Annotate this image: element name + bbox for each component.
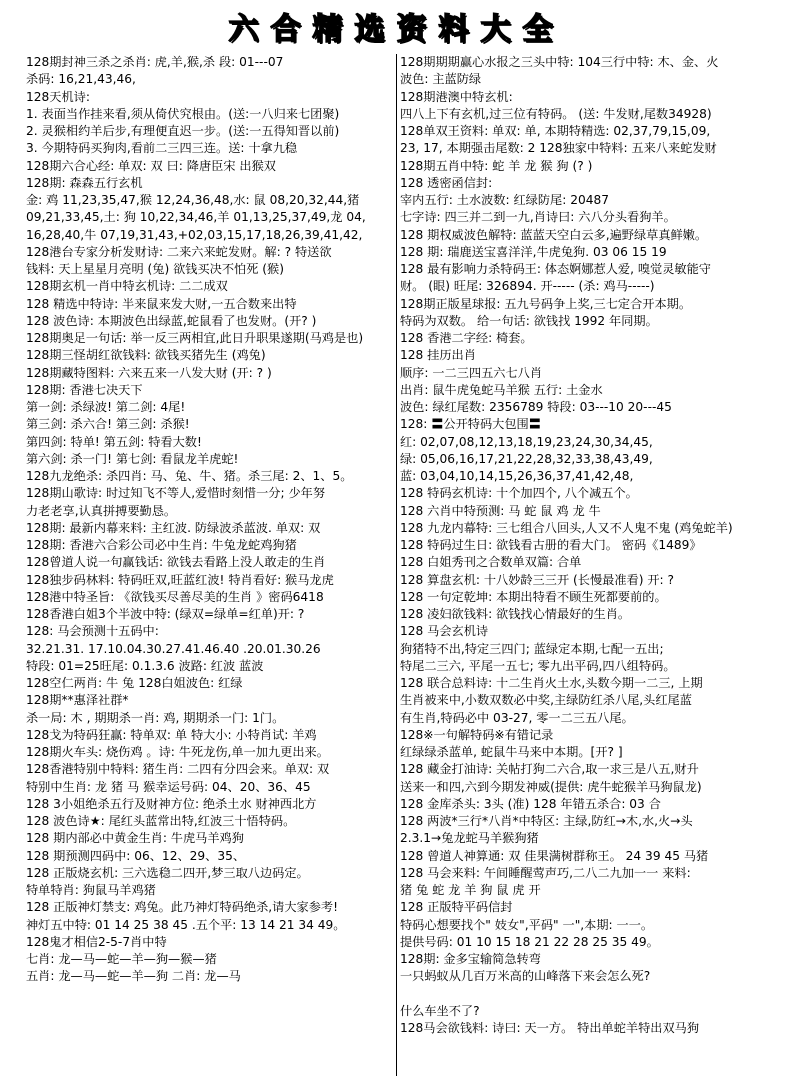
text-line: 128 九龙内幕特: 三七组合八回头,人又不人鬼不鬼 (鸡兔蛇羊) [400, 520, 733, 535]
text-line: 有生肖,特码必中 03-27, 零一二三五八尾。 [400, 710, 634, 725]
text-line: 23, 17, 本期强击尾数: 2 128独家中特料: 五来八来蛇发财 [400, 141, 717, 156]
text-line: 32.21.31. 17.10.04.30.27.41.46.40 .20.01.30.26 [26, 641, 321, 656]
text-line: 生肖被来中,小数双数必中奖,主绿防红杀八尾,头红尾蓝 [400, 693, 692, 708]
text-line: 128期正版星球报: 五九号码争上奖,三七定合开本期。 [400, 296, 692, 311]
text-line: 128: 〓公开特码大包围〓 [400, 417, 541, 432]
page-title: 六合精选资料大全 [228, 12, 565, 47]
text-line: 特尾二三六, 平尾一五七; 零九出平码,四八组特码。 [400, 658, 676, 673]
text-line: 128 正版特平码信封 [400, 900, 513, 915]
text-line: 128期山歌诗: 时过知飞不等人,爱惜时刻惜一分; 少年努 [26, 486, 326, 501]
text-line: 第六剑: 杀一门! 第七剑: 看鼠龙羊虎蛇! [26, 451, 239, 466]
text-line: 出肖: 鼠牛虎兔蛇马羊猴 五行: 土金水 [400, 382, 603, 397]
text-line: 128期: 香港七决天下 [26, 382, 143, 397]
text-line: 128 藏金打油诗: 关帖打狗二六合,取一求三是八五,财升 [400, 762, 699, 777]
text-line: 128 挂历出肖 [400, 348, 476, 363]
text-line: 128 透密函信封: [400, 175, 493, 190]
left-column [26, 54, 394, 1078]
text-line: 128 一句定乾坤: 本期出特看不顾生死都要前的。 [400, 589, 667, 604]
text-line [400, 986, 770, 1003]
text-line: 顺序: 一二三四五六七八肖 [400, 365, 543, 380]
text-line: 杀码: 16,21,43,46, [26, 72, 136, 87]
text-line: 128港中特圣旨: 《欲钱买尽善尽美的生肖 》密码6418 [26, 589, 324, 604]
text-line: 16,28,40,牛 07,19,31,43,+02,03,15,17,18,26,39,41,42, [26, 227, 363, 242]
text-line: 128 期内部必中黄金生肖: 牛虎马羊鸡狗 [26, 831, 244, 846]
text-line: 五肖: 龙—马—蛇—羊—狗 二肖: 龙—马 [26, 969, 241, 984]
text-line: 128 凌妇欲钱料: 欲钱找心情最好的生肖。 [400, 607, 631, 621]
text-line: 128 最有影响力杀特码王: 体态婀娜惹人爱, 嗅觉灵敏能守 [400, 262, 711, 276]
text-line: 128 曾道人神算通: 双 佳果满树群称王。 24 39 45 马猪 [400, 848, 709, 863]
text-line: 七肖: 龙—马—蛇—羊—狗—猴—猪 [26, 952, 217, 966]
text-line: 什么车坐不了? [400, 1003, 480, 1018]
text-line: 09,21,33,45,土: 狗 10,22,34,46,羊 01,13,25,37,49,龙 04, [26, 210, 366, 225]
text-line: 128期港澳中特玄机: [400, 89, 513, 104]
text-line: 128戈为特码狂赢: 特单双: 单 特大小: 小特肖试: 羊鸡 [26, 727, 317, 742]
text-line: 128期期期赢心水报之三头中特: 104三行中特: 木、金、火 [400, 55, 719, 69]
text-line: 128期: 金多宝输简急转弯 [400, 952, 541, 966]
text-line: 波色: 主蓝防绿 [400, 72, 482, 87]
text-line: 128 算盘玄机: 十八妙龄三三开 (长慢最准看) 开: ? [400, 572, 675, 587]
text-line: 一只蚂蚁从几百万米高的山峰落下来会怎么死? [400, 969, 651, 984]
text-line: 128 波色诗★: 尾红头蓝常出特,红波三十悟特码。 [26, 814, 296, 828]
text-line: 128 期预测四码中: 06、12、29、35、 [26, 848, 246, 863]
text-line: 128: 马会预测十五码中: [26, 624, 159, 639]
text-line: 128天机诗: [26, 89, 90, 104]
text-line: 128 波色诗: 本期波色出绿蓝,蛇鼠看了也发财。(开? ) [26, 313, 317, 328]
text-line: 128单双王资料: 单双: 单, 本期特精选: 02,37,79,15,09, [400, 124, 711, 138]
text-line: 猪 兔 蛇 龙 羊 狗 鼠 虎 开 [400, 883, 541, 897]
text-line: 财。 (眼) 旺尾: 326894. 开----- (杀: 鸡马-----) [400, 279, 655, 294]
text-line: 神灯五中特: 01 14 25 38 45 .五个平: 13 14 21 34 49。 [26, 917, 346, 932]
text-line: 128期奥足一句话: 举一反三两相宜,此日升职果遂期(马鸡是也) [26, 331, 364, 345]
text-line: 128期: 森森五行玄机 [26, 175, 143, 190]
text-line: 128期火车头: 烧伤鸡 。诗: 牛死龙伤,单一加九更出来。 [26, 745, 329, 759]
text-line: 128期三怪胡红欲钱料: 欲钱买猪先生 (鸡兔) [26, 348, 266, 363]
text-line: 128香港特别中特料: 猪生肖: 二四有分四会来。单双: 双 [26, 762, 330, 777]
text-line: 红: 02,07,08,12,13,18,19,23,24,30,34,45, [400, 434, 653, 449]
text-line: 特码为双数。 给一句话: 欲钱找 1992 年同期。 [400, 313, 658, 328]
text-line: 128 六肖中特预测: 马 蛇 鼠 鸡 龙 牛 [400, 503, 601, 518]
text-line: 特段: 01=25旺尾: 0.1.3.6 波路: 红波 蓝波 [26, 658, 264, 673]
text-line: 128 特码玄机诗: 十个加四个, 八个减五个。 [400, 486, 638, 501]
text-line: 第三剑: 杀六合! 第三剑: 杀猴! [26, 417, 190, 432]
text-line: 128空仁两肖: 牛 兔 128白姐波色: 红绿 [26, 676, 243, 690]
text-line: 128 精选中特诗: 半来鼠来发大财,一五合数来出特 [26, 296, 297, 311]
text-line: 128期**惠泽社群* [26, 693, 129, 708]
text-line: 128马会欲钱料: 诗曰: 天一方。 特出单蛇羊特出双马狗 [400, 1021, 700, 1035]
text-line: 128港台专家分析发财诗: 二来六来蛇发财。解: ? 特送欲 [26, 244, 332, 259]
text-line: 3. 今期特码买狗肉,看前二三四三连。送: 十拿九稳 [26, 141, 298, 156]
text-line: 128期: 香港六合彩公司必中生肖: 牛兔龙蛇鸡狗猪 [26, 538, 297, 552]
text-line: 1. 表面当作挂来看,须从倚伏究根由。(送:一八归来七团聚) [26, 106, 340, 121]
text-line: 128期五肖中特: 蛇 羊 龙 猴 狗 (? ) [400, 158, 593, 173]
text-line: 特别中生肖: 龙 猪 马 猴幸运号码: 04、20、36、45 [26, 779, 311, 794]
text-line: 特码心想要找个" 妓女",平码" 一",本期: 一一。 [400, 917, 654, 932]
text-line: 红绿绿杀蓝单, 蛇鼠牛马来中本期。[开? ] [400, 745, 623, 759]
text-line: 128 白姐秀刊之合数单双篇: 合单 [400, 555, 582, 570]
text-line: 128期藏特图料: 六来五来一八发大财 (开: ? ) [26, 365, 272, 380]
text-line: 宰内五行: 土水波数: 红绿防尾: 20487 [400, 193, 609, 207]
text-line: 杀一局: 木 , 期期杀一肖: 鸡, 期期杀一门: 1门。 [26, 710, 285, 725]
text-line: 128 两波*三行*八肖*中特区: 主绿,防红→木,水,火→头 [400, 814, 693, 828]
text-line: 力老老享,认真拼搏要勤恳。 [26, 503, 177, 518]
text-line: 128九龙绝杀: 杀四肖: 马、兔、牛、猪。杀三尾: 2、1、5。 [26, 469, 353, 483]
text-line: 128期六合心经: 单双: 双 曰: 降唐臣宋 出猴双 [26, 158, 276, 173]
text-line: 128期封神三杀之杀肖: 虎,羊,猴,杀 段: 01---07 [26, 55, 284, 69]
text-line: 送来一和四,六到今期发神威(提供: 虎牛蛇猴羊马狗鼠龙) [400, 779, 702, 794]
text-line: 绿: 05,06,16,17,21,22,28,32,33,38,43,49, [400, 451, 653, 466]
text-line: 128 马会来料: 午间睡醒莺声巧,二八二九加一一 来料: [400, 865, 691, 880]
text-line: 128 正版烧玄机: 三六选稳二四开,梦三取八边码定。 [26, 865, 309, 880]
column-divider [396, 54, 397, 1076]
text-line: 128 正版神灯禁支: 鸡兔。此乃神灯特码绝杀,请大家参考! [26, 900, 339, 915]
text-line: 128 期权威波色解特: 蓝蓝天空白云多,遍野绿草真鲜嫩。 [400, 227, 708, 242]
text-line: 128 联合总料诗: 十二生肖火土水,头数今期一二三, 上期 [400, 676, 703, 690]
text-line: 128 期: 瑞鹿送宝喜洋洋,牛虎兔狗. 03 06 15 19 [400, 244, 667, 259]
text-line: 128 3小姐绝杀五行及财神方位: 绝杀土水 财神西北方 [26, 796, 317, 811]
text-line: 第一剑: 杀绿波! 第二剑: 4尾! [26, 400, 186, 414]
text-line: 蓝: 03,04,10,14,15,26,36,37,41,42,48, [400, 469, 634, 483]
text-line: 2.3.1→兔龙蛇马羊猴狗猪 [400, 831, 539, 846]
text-line: 七字诗: 四三并二到一九,肖诗曰: 六八分头看狗羊。 [400, 210, 676, 225]
text-line: 狗猪特不出,特定三四门; 蓝绿定本期,七配一五出; [400, 641, 664, 656]
text-line: 四八上下有玄机,过三位有特码。 (送: 牛发财,尾数34928) [400, 106, 712, 121]
text-line: 钱料: 天上星星月亮明 (兔) 欲钱买决不怕死 (猴) [26, 262, 284, 276]
text-line: 第四剑: 特单! 第五剑: 特看大数! [26, 434, 202, 449]
text-line: 128 香港二字经: 椅套。 [400, 331, 533, 345]
text-line: 128期: 最新内幕来料: 主红波. 防绿波杀蓝波. 单双: 双 [26, 520, 321, 535]
text-line: 特单特肖: 狗鼠马羊鸡猪 [26, 883, 156, 897]
text-line: 2. 灵猴相约羊后步,有理便直迟一步。(送:一五得知晋以前) [26, 124, 340, 138]
text-line: 金: 鸡 11,23,35,47,猴 12,24,36,48,水: 鼠 08,20,32,44,猪 [26, 193, 360, 207]
text-line: 128独步码林料: 特码旺双,旺蓝红波! 特肖看好: 猴马龙虎 [26, 572, 334, 587]
text-line: 128 马会玄机诗 [400, 624, 489, 639]
text-line: 提供号码: 01 10 15 18 21 22 28 25 35 49。 [400, 934, 659, 949]
text-line: 128※一句解特码※有错记录 [400, 727, 554, 742]
right-column [400, 54, 770, 1078]
text-line: 波色: 绿红尾数: 2356789 特段: 03---10 20---45 [400, 400, 672, 414]
text-line: 128鬼才相信2-5-7肖中特 [26, 934, 167, 949]
text-line: 128 金库杀头: 3头 (准) 128 年错五杀合: 03 合 [400, 796, 661, 811]
text-line: 128曾道人说一句赢钱话: 欲钱去看路上没人敢走的生肖 [26, 555, 326, 570]
banner [0, 0, 793, 52]
text-line: 128香港白姐3个半波中特: (绿双=绿单=红单)开: ? [26, 607, 305, 621]
text-line: 128期玄机一肖中特玄机诗: 二二成双 [26, 279, 228, 294]
text-line: 128 特码过生日: 欲钱看古册的看大门。 密码《1489》 [400, 538, 702, 552]
